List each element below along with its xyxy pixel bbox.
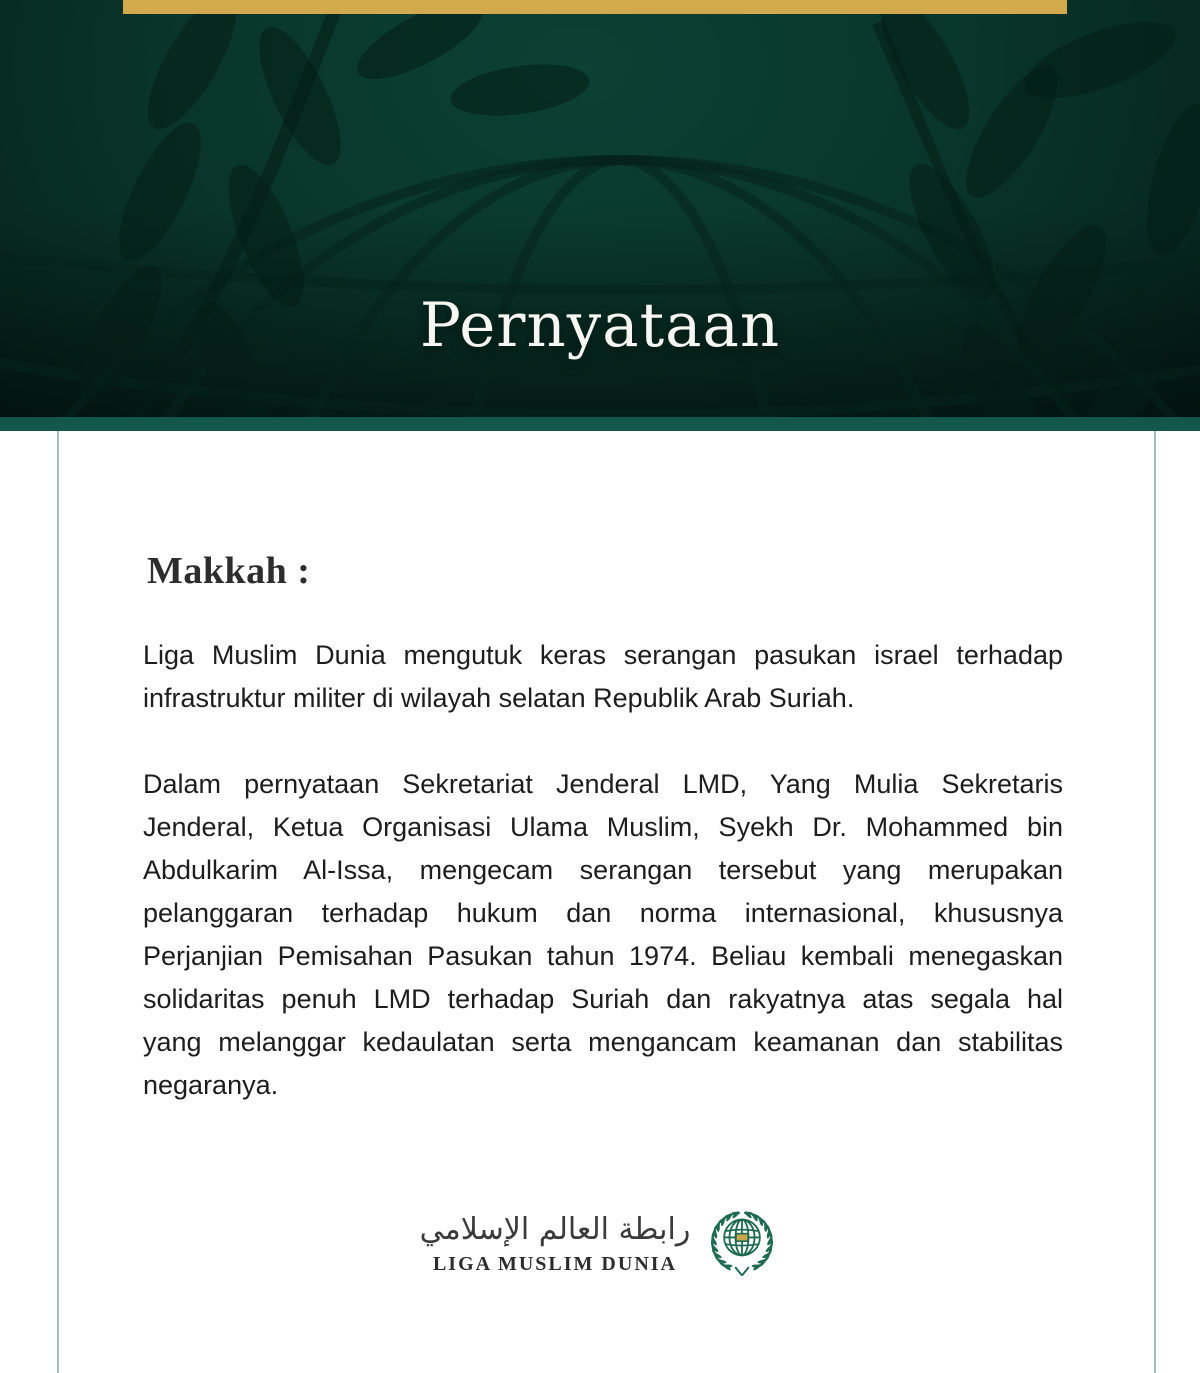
text-line: infrastruktur militer di wilayah selatan Republik Arab Suriah. [143,683,855,713]
mwl-arabic-name: رابطة العالم الإسلامي [419,1211,691,1247]
mwl-latin-name: LIGA MUSLIM DUNIA [432,1252,677,1275]
mwl-logo [0,1201,1200,1283]
text-line: pelanggaran terhadap hukum dan norma internasional, khususnya [143,898,1063,928]
gold-accent-bar [123,0,1067,14]
emblem-center-rect [736,1234,748,1242]
paragraph-1 [143,634,1063,720]
wreath-stems-icon [736,1267,750,1275]
location-heading: Makkah : [147,550,311,592]
text-line: Jenderal, Ketua Organisasi Ulama Muslim, Syekh Dr. Mohammed bin [143,812,1063,842]
text-line: Perjanjian Pemisahan Pasukan tahun 1974. Beliau kembali menegaskan [143,941,1063,971]
text-line: Dalam pernyataan Sekretariat Jenderal LMD, Yang Mulia Sekretaris [143,769,1063,799]
text-line: solidaritas penuh LMD terhadap Suriah dan rakyatnya atas segala hal [143,984,1063,1014]
paragraph-2 [143,763,1063,1107]
page-title: Pernyataan [419,290,781,361]
text-line: negaranya. [143,1070,279,1100]
text-line: Liga Muslim Dunia mengutuk keras serangan pasukan israel terhadap [143,640,1063,670]
text-line: yang melanggar kedaulatan serta mengancam keamanan dan stabilitas [143,1027,1063,1057]
text-line: Abdulkarim Al-Issa, mengecam serangan tersebut yang merupakan [143,855,1063,885]
header-banner [0,0,1200,417]
mwl-logo-text [420,1209,691,1276]
mwl-emblem-icon [704,1201,780,1283]
teal-divider-band [0,417,1200,431]
statement-body [0,431,1200,1373]
statement-text [143,634,1063,1150]
